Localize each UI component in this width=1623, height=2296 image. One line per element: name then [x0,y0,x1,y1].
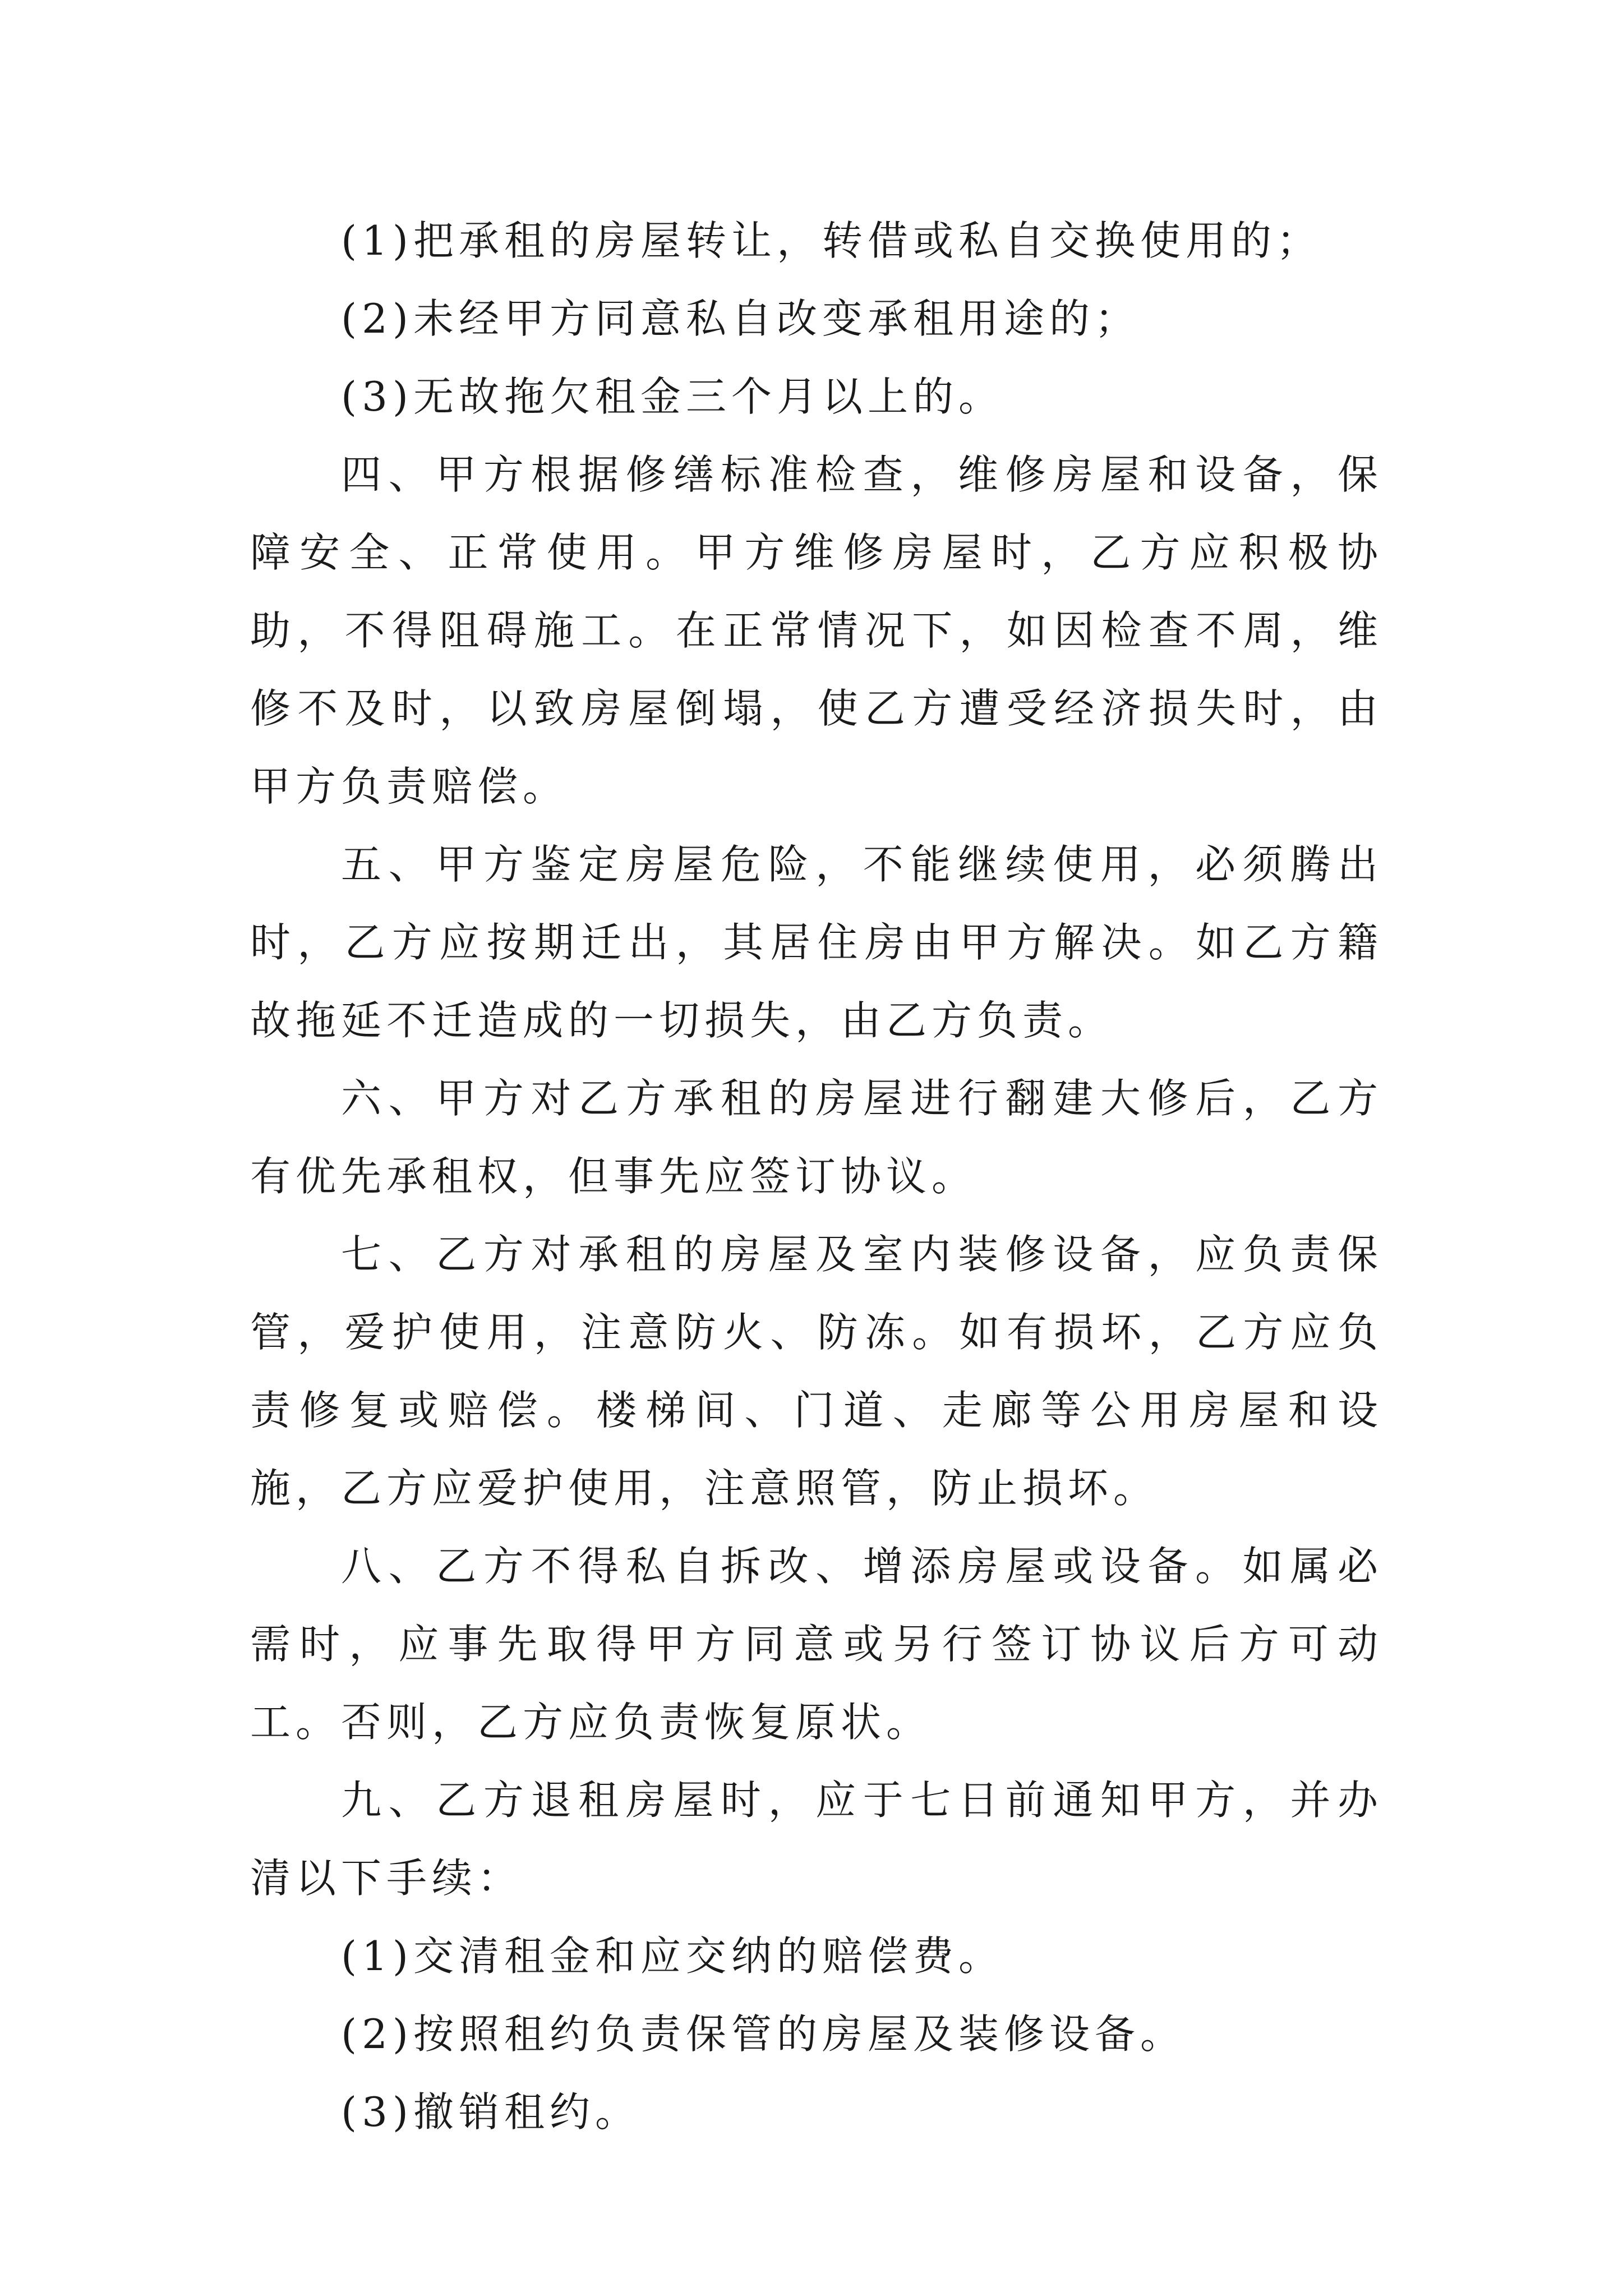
clause-9-termination: 九、乙方退租房屋时，应于七日前通知甲方，并办清以下手续： [250,1777,1383,1902]
clause-4-maintenance: 四、甲方根据修缮标准检查，维修房屋和设备，保障安全、正常使用。甲方维修房屋时，乙方应积极协助，不得阻碍施工。在正常情况下，如因检查不周，维修不及时，以致房屋倒塌，使乙方遭受经济损失时，由甲方负责赔偿。 [250,451,1383,810]
clause-7-care: 七、乙方对承租的房屋及室内装修设备，应负责保管，爱护使用，注意防火、防冻。如有损坏，乙方应负责修复或赔偿。楼梯间、门道、走廊等公用房屋和设施，乙方应爱护使用，注意照管，防止损坏。 [250,1231,1383,1512]
list-item-change-use: (2)未经甲方同意私自改变承租用途的； [341,295,1140,342]
list-item-cancel-lease: (3)撤销租约。 [341,2088,640,2136]
list-item-transfer: (1)把承租的房屋转让，转借或私自交换使用的； [341,217,1322,264]
list-item-return-equipment: (2)按照租约负责保管的房屋及装修设备。 [341,2010,1186,2058]
list-item-pay-rent: (1)交清租金和应交纳的赔偿费。 [341,1932,1004,1980]
list-item-arrears: (3)无故拖欠租金三个月以上的。 [341,373,1004,420]
clause-6-renovation: 六、甲方对乙方承租的房屋进行翻建大修后，乙方有优先承租权，但事先应签订协议。 [250,1075,1383,1200]
clause-8-alteration: 八、乙方不得私自拆改、增添房屋或设备。如属必需时，应事先取得甲方同意或另行签订协议后方可动工。否则，乙方应负责恢复原状。 [250,1543,1383,1746]
clause-5-danger: 五、甲方鉴定房屋危险，不能继续使用，必须腾出时，乙方应按期迁出，其居住房由甲方解决。如乙方籍故拖延不迁造成的一切损失，由乙方负责。 [250,841,1383,1044]
document-body [250,202,1383,2151]
